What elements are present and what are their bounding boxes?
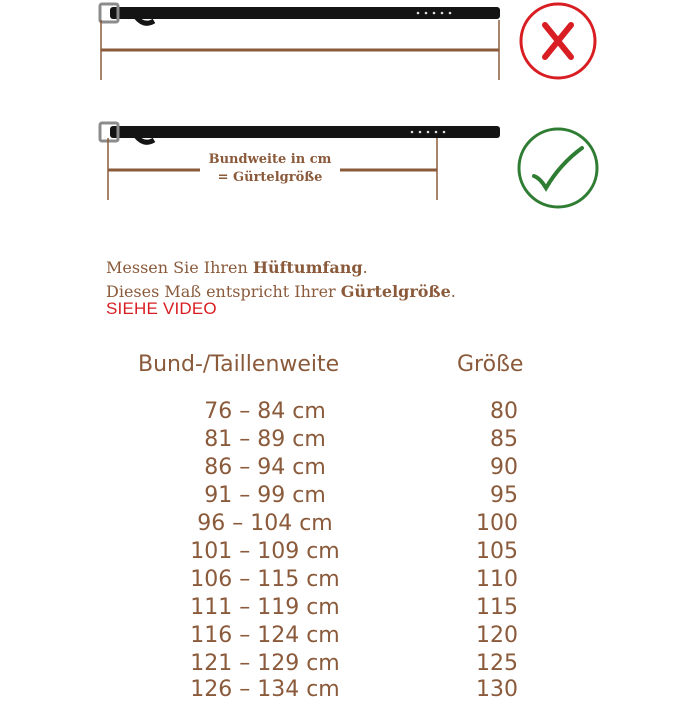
table-row bbox=[0, 426, 700, 454]
table-row bbox=[0, 398, 700, 426]
range-cell: 86 – 94 cm bbox=[204, 455, 326, 480]
range-cell: 76 – 84 cm bbox=[204, 399, 326, 424]
table-row bbox=[0, 454, 700, 482]
line2-post: . bbox=[450, 282, 456, 301]
range-cell: 111 – 119 cm bbox=[190, 595, 340, 620]
range-cell: 96 – 104 cm bbox=[197, 511, 333, 536]
size-cell: 125 bbox=[476, 651, 518, 676]
table-row bbox=[0, 482, 700, 510]
range-cell: 116 – 124 cm bbox=[190, 623, 340, 648]
header-size: Größe bbox=[457, 352, 524, 377]
note-line-1: Bundweite in cm bbox=[208, 152, 332, 167]
line1-bold: Hüftumfang bbox=[252, 258, 363, 277]
line1-post: . bbox=[362, 258, 368, 277]
line2-bold: Gürtelgröße bbox=[340, 282, 451, 301]
line2-text: Dieses Maß entspricht Ihrer bbox=[106, 282, 341, 301]
header-range: Bund-/Taillenweite bbox=[138, 352, 340, 377]
instruction-line-1 bbox=[106, 256, 456, 280]
x-icon bbox=[518, 1, 598, 81]
line1-text: Messen Sie Ihren bbox=[106, 258, 253, 277]
table-row bbox=[0, 594, 700, 622]
size-cell: 110 bbox=[476, 567, 518, 592]
measure-line-top bbox=[101, 20, 499, 80]
checkmark-icon bbox=[516, 126, 600, 210]
measure-note bbox=[170, 151, 370, 187]
belt-image-bottom bbox=[100, 123, 500, 142]
table-row bbox=[0, 538, 700, 566]
range-cell: 81 – 89 cm bbox=[204, 427, 326, 452]
range-cell: 106 – 115 cm bbox=[190, 567, 340, 592]
size-cell: 115 bbox=[476, 595, 518, 620]
range-cell: 121 – 129 cm bbox=[190, 651, 340, 676]
range-cell: 126 – 134 cm bbox=[190, 677, 340, 702]
table-row bbox=[0, 650, 700, 678]
size-cell: 90 bbox=[490, 455, 518, 480]
see-video-link[interactable]: SIEHE VIDEO bbox=[106, 299, 217, 318]
table-row bbox=[0, 566, 700, 594]
size-cell: 105 bbox=[476, 539, 518, 564]
belt-image-top bbox=[100, 4, 500, 23]
size-cell: 130 bbox=[476, 677, 518, 702]
range-cell: 91 – 99 cm bbox=[204, 483, 326, 508]
size-cell: 80 bbox=[490, 399, 518, 424]
instructions-text bbox=[106, 256, 456, 304]
size-cell: 120 bbox=[476, 623, 518, 648]
size-cell: 85 bbox=[490, 427, 518, 452]
range-cell: 101 – 109 cm bbox=[190, 539, 340, 564]
size-cell: 95 bbox=[490, 483, 518, 508]
table-row bbox=[0, 510, 700, 538]
size-cell: 100 bbox=[476, 511, 518, 536]
note-line-2: = Gürtelgröße bbox=[217, 170, 323, 185]
table-row bbox=[0, 622, 700, 650]
